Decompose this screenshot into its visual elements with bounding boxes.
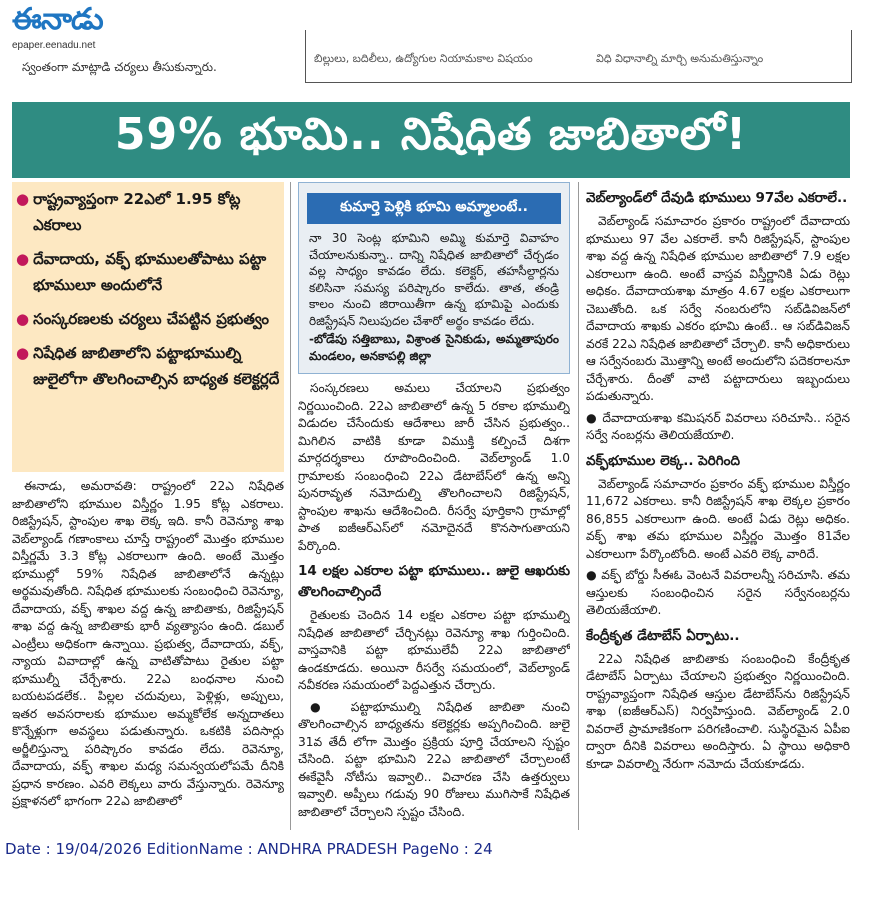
eenadu-logo[interactable] [4, 2, 139, 50]
highlight-item [16, 340, 280, 392]
previous-article-tail: స్వంతంగా మాట్లాడి చర్యలు తీసుకున్నారు. [22, 60, 217, 74]
article-bullet: ● వక్ఫ్ బోర్డు సీఈఓ వెంటనే వివరాలన్నీ సరిచూసి. తమ ఆస్తులకు సంబంధించిన సరైన సర్వేనంబర్లను తెలియజేయాలి. [586, 568, 850, 617]
highlight-text: దేవాదాయ, వక్ఫ్ భూములతోపాటు పట్టా భూములూ అందులోనే [33, 250, 267, 294]
column-divider [290, 182, 291, 830]
article-paragraph: సంస్కరణలు అమలు చేయాలని ప్రభుత్వం నిర్ణయించింది. 22ఎ జాబితాలో ఉన్న 5 రకాల భూముల్ని విడుదల చేసేందుకు ఆదేశాలు జారీ చేసిన ప్రభుత్వం.. మిగిలిన వాటికి కూడా విముక్తి కల్పించే దిశగా మార్గదర్శకాలు రూపొందించింది. వెబ్‌ల్యాండ్ 1.0 గ్రామాలకు సంబంధించి 22ఎ డేటాబేస్‌లో ఉన్న అన్ని పునరావృత నమోదుల్ని తొలగించాలని రిజిస్ట్రేషన్, స్టాంపుల శాఖను ఆదేశించింది. రీసర్వే పూర్తికాని గ్రామాల్లో పాత ఐజీఆర్ఎస్‌లో నమోదైనదే కొనసాగుతాయని పేర్కొంది. [298, 381, 570, 553]
bullet-dot-icon: ● [16, 310, 30, 328]
column-divider [578, 182, 579, 830]
article-column-3 [586, 182, 850, 830]
highlight-item [16, 186, 280, 238]
article-paragraph: ● పట్టాభూముల్ని నిషేధిత జాబితా నుంచి తొలగించాల్సిన బాధ్యతను కలెక్టర్లకు అప్పగించింది. జులై 31వ తేదీ లోగా మొత్తం ప్రక్రియ పూర్తి చేయాలని స్పష్టం చేసింది. పట్టా భూమిని 22ఎ జాబితాలో చేర్చాలంటే ఈకేవైసీ నోటీసు ఇవ్వాలి.. విచారణ చేసి ఉత్తర్వులు ఇవ్వాలి. అప్పీలు గడువు 90 రోజులు ముగిసాకే నిషేధిత జాబితాలో చేర్చాలని స్పష్టం చేసింది. [298, 699, 570, 819]
article-paragraph: ఈనాడు, అమరావతి: రాష్ట్రంలో 22ఎ నిషేధిత జాబితాలోని భూముల విస్తీర్ణం 1.95 కోట్ల ఎకరాలు. రిజిస్ట్రేషన్, స్టాంపుల శాఖ లెక్క ఇది. కానీ రెవెన్యూ శాఖ వెబ్‌ల్యాండ్ గణాంకాలు చూస్తే రాష్ట్రంలో మొత్తం భూముల విస్తీర్ణమే 3.3 కోట్ల ఎకరాలుగా ఉంది. అంటే మొత్తం భూముల్లో 59% నిషేధిత జాబితాలోనే ఉన్నట్లు అర్థమవుతోంది. నిషేధిత భూములకు సంబంధించి రెవెన్యూ, దేవాదాయ, వక్ఫ్ శాఖల వద్ద ఉన్న జాబితాకు, రిజిస్ట్రేషన్ శాఖ వద్ద ఉన్న జాబితాకు భారీ వ్యత్యాసం ఉంది. డబుల్ ఎంట్రీలు అధికంగా ఉన్నాయి. ప్రభుత్వ, దేవాదాయ, వక్ఫ్, న్యాయ వివాదాల్లో ఉన్న వాటితోపాటు రైతుల పట్టా భూముల్నీ చేర్చేశారు. 22ఎ బంధనాల నుంచి బయటపడలేక.. పిల్లల చదువులు, పెళ్లిళ్లు, అప్పులు, ఇతర అవసరాలకు భూముల అమ్మకోలేక అన్నదాతలు కొన్నేళ్లుగా అవస్థలు పడుతున్నారు. ఒకటికి పదిసార్లు అర్జీలిస్తున్నా పరిష్కారం కావడం లేదు. రెవెన్యూ, దేవాదాయ, వక్ఫ్ శాఖల మధ్య సమన్వయలోపమే దీనికి ప్రధాన కారణం. ఎవరి లెక్కలు వారు వేస్తున్నారు. రెవెన్యూ ప్రక్షాళనలో భాగంగా 22ఎ జాబితాలో [12, 479, 284, 808]
article-paragraph: 22ఎ నిషేధిత జాబితాకు సంబంధించి కేంద్రీకృత డేటాబేస్ ఏర్పాటు చేయాలని ప్రభుత్వం నిర్ణయించింది. రాష్ట్రవ్యాప్తంగా నిషేధిత ఆస్తుల డేటాబేస్‌ను రిజిస్ట్రేషన్ శాఖ (ఐజీఆర్ఎస్) నిర్వహిస్తుంది. వెబ్‌ల్యాండ్ 2.0 వివరాలే ప్రామాణికంగా పరిగణించాలి. సుస్థిరమైన ఏపీఐ ద్వారా దీనికి వివరాలు అందిస్తారు. ఏ స్థాయి అధికారి కూడా వివరాల్ని నేరుగా నమోదు చేయకూడదు. [586, 651, 850, 771]
highlights-box [12, 182, 284, 472]
bullet-dot-icon: ● [16, 190, 30, 208]
highlight-text: రాష్ట్రవ్యాప్తంగా 22ఎలో 1.95 కోట్ల ఎకరాలు [33, 190, 241, 234]
previous-box-right-text: విధి విధానాల్ని మార్చి అనుమతిస్తున్నాం [596, 52, 764, 65]
article-column-2 [298, 380, 570, 830]
headline: 59% భూమి.. నిషేధిత జాబితాలో! [12, 102, 850, 178]
article-column-1 [12, 478, 284, 830]
bullet-dot-icon: ● [16, 344, 30, 362]
article-paragraph: వెబ్‌ల్యాండ్ సమాచారం ప్రకారం వక్ఫ్ భూముల విస్తీర్ణం 11,672 ఎకరాలు. కానీ రిజిస్ట్రేషన్ శాఖ లెక్కల ప్రకారం 86,855 ఎకరాలుగా ఉంది. అంటే ఏడు రెట్లు అధికం. వక్ఫ్ శాఖ తమ భూముల విస్తీర్ణం మొత్తం 81వేల ఎకరాలుగా పేర్కొంటోంది. అంటే ఎవరి లెక్క వారిదే. [586, 476, 850, 561]
subheading-endowment-lands: వెబ్‌ల్యాండ్‌లో దేవుడి భూములు 97వేల ఎకరాలే.. [586, 190, 848, 206]
article-bullet: ● దేవాదాయశాఖ కమిషనర్ వివరాలు సరిచూసి.. సరైన సర్వే నంబర్లను తెలియజేయాలి. [586, 410, 850, 442]
bullet-dot-icon: ● [16, 250, 30, 268]
quote-box-title: కుమార్తె పెళ్లికి భూమి అమ్మాలంటే.. [307, 193, 561, 224]
highlight-item [16, 246, 280, 298]
article-paragraph: రైతులకు చెందిన 14 లక్షల ఎకరాల పట్టా భూముల్ని నిషేధిత జాబితాలో చేర్చినట్లు రెవెన్యూ శాఖ గుర్తించింది. వాస్తవానికి పట్టా భూములేవీ 22ఎ జాబితాలో ఉండకూడదు. అయినా రీసర్వే సమయంలో, వెబ్‌ల్యాండ్ నవీకరణ సమయంలో పెద్దఎత్తున చేర్చారు. [298, 608, 570, 692]
highlight-text: నిషేధిత జాబితాలోని పట్టాభూముల్ని జులైలోగా తొలగించాల్సిన బాధ్యత కలెక్టర్లదే [33, 344, 280, 388]
logo-text: ఈనాడు [12, 2, 103, 37]
article-paragraph: వెబ్‌ల్యాండ్ సమాచారం ప్రకారం రాష్ట్రంలో దేవాదాయ భూములు 97 వేల ఎకరాలే. కానీ రిజిస్ట్రేషన్, స్టాంపుల శాఖ వద్ద ఉన్న నిషేధిత భూముల జాబితాలో 7.9 లక్షల ఎకరాలుగా ఉంది. అంటే వాస్తవ విస్తీర్ణానికి ఏడు రెట్లు అధికం. దేవాదాయశాఖ మాత్రం 4.67 లక్షల ఎకరాలుగా చెబుతోంది. ఒక సర్వే నంబరులోని సబ్‌డివిజన్‌లో దేవాదాయ శాఖకు ఎకరం భూమి ఉంటే.. ఆ సబ్‌డివిజన్ వరకే 22ఎ నిషేధిత జాబితాలో చేర్చాలి. కానీ అధికారులు ఆ సర్వేనంబరు మొత్తాన్ని అంటే అందులోని పదెకరాలనూ చేర్చేశారు. దీంతో వాటి పట్టాదారులు ఇబ్బందులు పడుతున్నారు. [586, 214, 850, 403]
subheading-patta-lands: 14 లక్షల ఎకరాల పట్టా భూములు.. జులై ఆఖరుకు తొలగించాల్సిందే [298, 563, 570, 600]
site-url: epaper.eenadu.net [12, 40, 96, 51]
subheading-waqf-lands: వక్ఫ్‌భూముల లెక్క.. పెరిగింది [586, 452, 741, 469]
edition-info: Date : 19/04/2026 EditionName : ANDHRA PRADESH PageNo : 24 [5, 840, 493, 858]
highlight-text: సంస్కరణలకు చర్యలు చేపట్టిన ప్రభుత్వం [33, 310, 270, 328]
highlight-item [16, 306, 280, 332]
previous-article-box [305, 30, 852, 83]
farmer-quote-box [298, 182, 570, 374]
quote-body: నా 30 సెంట్ల భూమిని అమ్మి కుమార్తె వివాహం చేయాలనుకున్నా.. దాన్ని నిషేధిత జాబితాలో చేర్చడం వల్ల సాధ్యం కావడం లేదు. కలెక్టర్, తహసీల్దార్లను కలిసినా సమస్య పరిష్కారం కాలేదు. తాత, తండ్రి కాలం నుంచి జిరాయితీగా ఉన్న భూమిపై ఎందుకు రిజిస్ట్రేషన్ నిలుపుదల చేశారో అర్థం కావడం లేదు. [309, 231, 559, 328]
subheading-central-database: కేంద్రీకృత డేటాబేస్ ఏర్పాటు.. [586, 627, 740, 644]
previous-box-left-text: బిల్లులు, బదిలీలు, ఉద్యోగుల నియామకాల విషయం [314, 52, 533, 65]
quote-byline: -బోడేపు సత్తిబాబు, విశ్రాంత సైనికుడు, అమ్మతాపురం మండలం, అనకాపల్లి జిల్లా [309, 332, 559, 363]
